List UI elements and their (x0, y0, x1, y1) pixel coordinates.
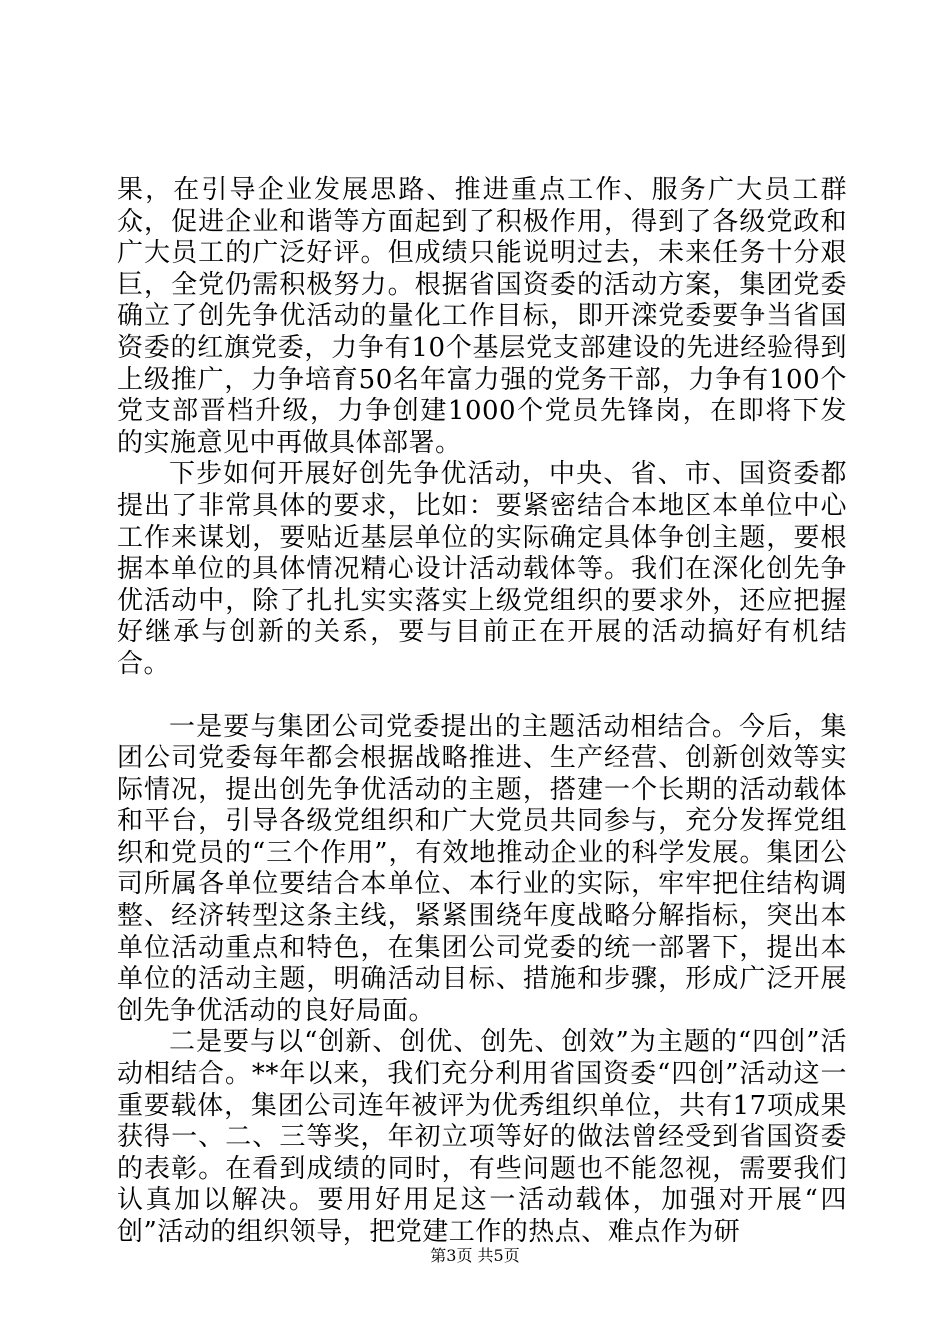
paragraph-4: 二是要与以“创新、创优、创先、创效”为主题的“四创”活动相结合。**年以来，我们充分利用省国资委“四创”活动这一重要载体，集团公司连年被评为优秀组织单位，共有17项成果获得一、二、三等奖，年初立项等好的做法曾经受到省国资委的表彰。在看到成绩的同时，有些问题也不能忽视，需要我们认真加以解决。要用好用足这一活动载体，加强对开展“四创”活动的组织领导，把党建工作的热点、难点作为研 (117, 1027, 847, 1247)
paragraph-2: 下步如何开展好创先争优活动，中央、省、市、国资委都提出了非常具体的要求，比如：要紧密结合本地区本单位中心工作来谋划，要贴近基层单位的实际确定具体争创主题，要根据本单位的具体情况精心设计活动载体等。我们在深化创先争优活动中，除了扎扎实实落实上级党组织的要求外，还应把握好继承与创新的关系，要与目前正在开展的活动搞好有机结合。 (117, 459, 847, 679)
document-body (117, 175, 847, 1249)
paragraph-1: 果，在引导企业发展思路、推进重点工作、服务广大员工群众，促进企业和谐等方面起到了积极作用，得到了各级党政和广大员工的广泛好评。但成绩只能说明过去，未来任务十分艰巨，全党仍需积极努力。根据省国资委的活动方案，集团党委确立了创先争优活动的量化工作目标，即开滦党委要争当省国资委的红旗党委，力争有10个基层党支部建设的先进经验得到上级推广，力争培育50名年富力强的党务干部，力争有100个党支部晋档升级，力争创建1000个党员先锋岗，在即将下发的实施意见中再做具体部署。 (117, 175, 847, 458)
paragraph-3: 一是要与集团公司党委提出的主题活动相结合。今后，集团公司党委每年都会根据战略推进、生产经营、创新创效等实际情况，提出创先争优活动的主题，搭建一个长期的活动载体和平台，引导各级党组织和广大党员共同参与，充分发挥党组织和党员的“三个作用”，有效地推动企业的科学发展。集团公司所属各单位要结合本单位、本行业的实际，牢牢把住结构调整、经济转型这条主线，紧紧围绕年度战略分解指标，突出本单位活动重点和特色，在集团公司党委的统一部署下，提出本单位的活动主题，明确活动目标、措施和步骤，形成广泛开展创先争优活动的良好局面。 (117, 711, 847, 1026)
page-footer: 第3页 共5页 (430, 1246, 520, 1265)
